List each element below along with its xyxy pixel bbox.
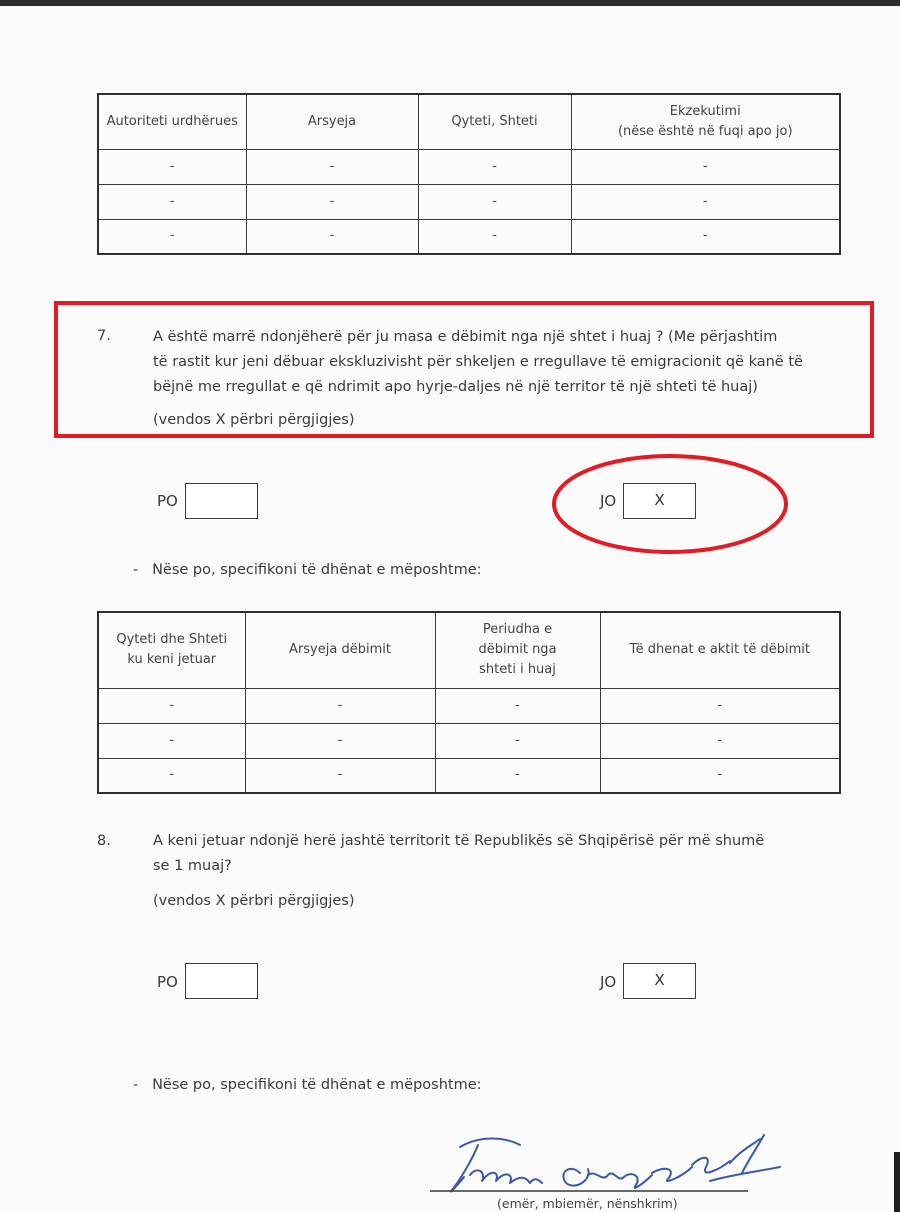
question-7-instruction: (vendos X përbri përgjigjes) [153,412,355,428]
question-7-text [153,325,853,400]
question-7-line-2: të rastit kur jeni dëbuar ekskluzivisht për shkeljen e rregullave të emigracionit që kanë të [153,354,803,370]
question-8-instruction: (vendos X përbri përgjigjes) [153,893,355,909]
table-cell[interactable]: - [98,184,246,219]
q8-jo-label: JO [600,973,617,991]
table-cell[interactable]: - [418,149,571,184]
question-8-line-1: A keni jetuar ndonjë herë jashtë territorit të Republikës së Shqipërisë për më shumë [153,833,765,849]
expulsion-details-table [97,611,841,794]
table-cell[interactable]: - [245,758,435,793]
question-8-text [153,829,853,879]
table-cell[interactable]: - [435,688,600,723]
table-cell[interactable]: - [246,149,418,184]
bullet-dash: - [133,562,153,578]
header-cell: Autoriteti urdhërues [98,94,246,149]
q7-po-checkbox[interactable] [185,483,258,519]
header-cell: Qyteti, Shteti [418,94,571,149]
table-row [98,758,840,793]
bullet-dash: - [133,1077,153,1093]
table-cell[interactable]: - [600,688,840,723]
table-cell[interactable]: - [98,723,245,758]
table-cell[interactable]: - [246,184,418,219]
table-cell[interactable]: - [246,219,418,254]
jo-answer-highlight-ellipse [548,450,792,558]
question-8-line-2: se 1 muaj? [153,858,232,874]
table-cell[interactable]: - [245,688,435,723]
table-cell[interactable]: - [98,688,245,723]
table-cell[interactable]: - [435,723,600,758]
table-row [98,149,840,184]
page-top-edge [0,0,900,6]
header-cell: Të dhenat e aktit të dëbimit [600,612,840,688]
q8-jo-checkbox[interactable]: X [623,963,696,999]
header-cell: Arsyeja [246,94,418,149]
q7-jo-checkbox[interactable]: X [623,483,696,519]
table-cell[interactable]: - [435,758,600,793]
q7-followup-text: Nëse po, specifikoni të dhënat e mëposhtme: [152,562,482,578]
table-cell[interactable]: - [98,219,246,254]
page-right-edge [894,1152,900,1212]
question-8-number: 8. [97,833,111,849]
q8-followup-text: Nëse po, specifikoni të dhënat e mëposhtme: [152,1077,482,1093]
table-cell[interactable]: - [98,758,245,793]
header-cell: Periudha e dëbimit nga shteti i huaj [435,612,600,688]
q7-followup [133,562,482,578]
table-header-row [98,612,840,688]
table-cell[interactable]: - [600,758,840,793]
question-7-number: 7. [97,328,111,344]
question-7-line-3: bëjnë me rregullat e që ndrimit apo hyrje-daljes në një territor të një shteti të huaj) [153,379,758,395]
q8-po-label: PO [157,973,178,991]
question-7-line-1: A është marrë ndonjëherë për ju masa e dëbimit nga një shtet i huaj ? (Me përjashtim [153,329,778,345]
q7-po-label: PO [157,492,178,510]
table-row [98,688,840,723]
table-row [98,184,840,219]
header-cell: Qyteti dhe Shteti ku keni jetuar [98,612,245,688]
table-header-row [98,94,840,149]
court-orders-table [97,93,841,255]
q8-po-checkbox[interactable] [185,963,258,999]
table-cell[interactable]: - [418,219,571,254]
header-cell: Ekzekutimi (nëse është në fuqi apo jo) [571,94,840,149]
header-cell: Arsyeja dëbimit [245,612,435,688]
table-row [98,723,840,758]
handwritten-signature [430,1125,790,1205]
table-cell[interactable]: - [418,184,571,219]
table-cell[interactable]: - [571,184,840,219]
signature-caption: (emër, mbiemër, nënshkrim) [497,1196,678,1211]
q7-jo-label: JO [600,492,617,510]
q8-followup [133,1077,482,1093]
table-cell[interactable]: - [245,723,435,758]
table-cell[interactable]: - [571,219,840,254]
table-cell[interactable]: - [98,149,246,184]
table-row [98,219,840,254]
table-cell[interactable]: - [600,723,840,758]
table-cell[interactable]: - [571,149,840,184]
